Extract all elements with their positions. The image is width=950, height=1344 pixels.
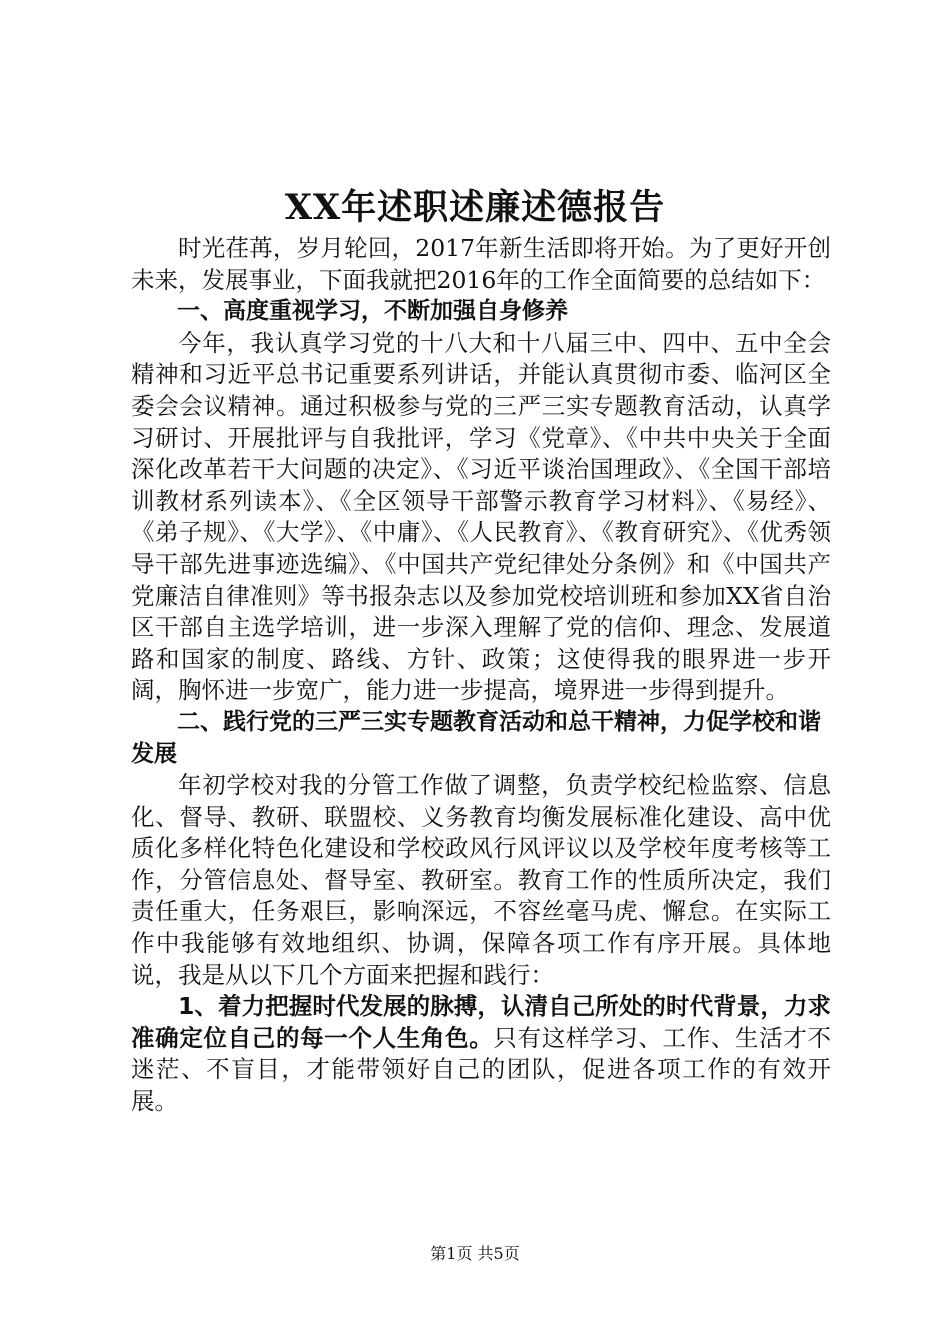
intro-paragraph: 时光荏苒，岁月轮回，2017年新生活即将开始。为了更好开创未来，发展事业，下面我就把2016年的工作全面简要的总结如下： <box>131 234 831 294</box>
item-1-body: 只有这样学习、工作、生活才不迷茫、不盲目，才能带领好自己的团队，促进各项工作的有效开展。 <box>131 1023 832 1116</box>
section-1-paragraph: 今年，我认真学习党的十八大和十八届三中、四中、五中全会精神和习近平总书记重要系列讲话，并能认真贯彻市委、临河区全委会会议精神。通过积极参与党的三严三实专题教育活动，认真学习研讨、开展批评与自我批评，学习《党章》、《中共中央关于全面深化改革若干大问题的决定》、《习近平谈治国理政》、《全国干部培训教材系列读本》、《全区领导干部警示教育学习材料》、《易经》、《弟子规》、《大学》、《中庸》、《人民教育》、《教育研究》、《优秀领导干部先进事迹选编》、《中国共产党纪律处分条例》和《中国共产党廉洁自律准则》等书报杂志以及参加党校培训班和参加XX省自治区干部自主选学培训，进一步深入理解了党的信仰、理念、发展道路和国家的制度、路线、方针、政策；这使得我的眼界进一步开阔，胸怀进一步宽广，能力进一步提高，境界进一步得到提升。 <box>131 328 831 705</box>
section-2-heading: 二、践行党的三严三实专题教育活动和总干精神，力促学校和谐发展 <box>131 708 821 767</box>
section-2-paragraph: 年初学校对我的分管工作做了调整，负责学校纪检监察、信息化、督导、教研、联盟校、义务教育均衡发展标准化建设、高中优质化多样化特色化建设和学校政风行风评议以及学校年度考核等工作，分管信息处、督导室、教研室。教育工作的性质所决定，我们责任重大，任务艰巨，影响深远，不容丝毫马虎、懈怠。在实际工作中我能够有效地组织、协调，保障各项工作有序开展。具体地说，我是从以下几个方面来把握和践行： <box>131 771 831 989</box>
item-1-paragraph <box>131 991 831 1117</box>
page-number-footer: 第1页 共5页 <box>430 1244 520 1263</box>
document-body <box>131 233 831 1118</box>
section-1-heading: 一、高度重视学习，不断加强自身修养 <box>177 298 568 325</box>
document-title: XX年述职述廉述德报告 <box>284 187 666 228</box>
item-1-lead: 1、着力把握时代发展的脉搏，认清自己所处的时代背景，力求准确定位自己的每一个人生角色。 <box>131 992 831 1052</box>
